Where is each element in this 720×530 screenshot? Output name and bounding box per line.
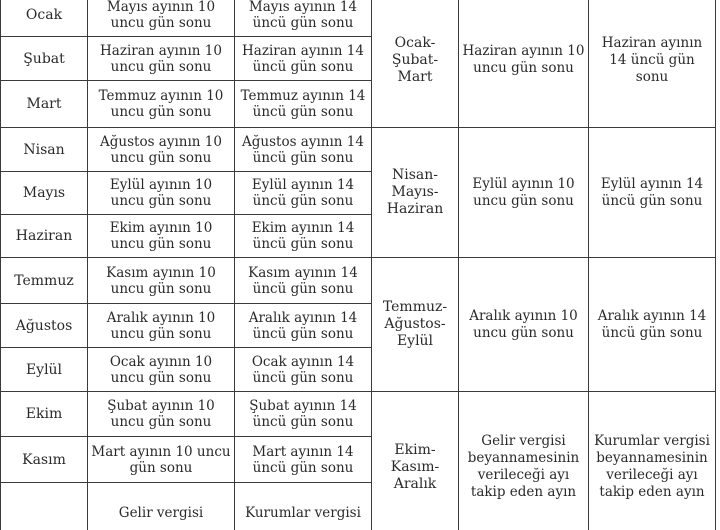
corporate-tax-deadline-cell: Şubat ayının 14 üncü gün sonu: [235, 392, 372, 437]
income-tax-deadline-cell: Gelir vergisi: [88, 483, 235, 530]
quarter-corporate-tax-deadline-cell: Eylül ayının 14 üncü gün sonu: [589, 128, 716, 258]
corporate-tax-deadline-cell: Temmuz ayının 14 üncü gün sonu: [235, 81, 372, 128]
quarter-income-tax-deadline-cell: Gelir vergisi beyannamesinin verileceği ayı takip eden ayın: [459, 392, 589, 530]
income-tax-deadline-cell: Ekim ayının 10 uncu gün sonu: [88, 215, 235, 258]
corporate-tax-deadline-cell: Ocak ayının 14 üncü gün sonu: [235, 348, 372, 392]
income-tax-deadline-cell: Temmuz ayının 10 uncu gün sonu: [88, 81, 235, 128]
month-cell: Ekim: [1, 392, 88, 437]
month-cell: Ocak: [1, 0, 88, 37]
quarter-income-tax-deadline-cell: Eylül ayının 10 uncu gün sonu: [459, 128, 589, 258]
quarter-cell: Ocak-Şubat-Mart: [372, 0, 459, 128]
month-cell: Temmuz: [1, 258, 88, 304]
corporate-tax-deadline-cell: Kasım ayının 14 üncü gün sonu: [235, 258, 372, 304]
corporate-tax-deadline-cell: Eylül ayının 14 üncü gün sonu: [235, 172, 372, 215]
income-tax-deadline-cell: Şubat ayının 10 uncu gün sonu: [88, 392, 235, 437]
corporate-tax-deadline-cell: Ekim ayının 14 üncü gün sonu: [235, 215, 372, 258]
corporate-tax-deadline-cell: Kurumlar vergisi: [235, 483, 372, 530]
month-cell: Şubat: [1, 37, 88, 81]
income-tax-deadline-cell: Kasım ayının 10 uncu gün sonu: [88, 258, 235, 304]
income-tax-deadline-cell: Eylül ayının 10 uncu gün sonu: [88, 172, 235, 215]
month-cell: Haziran: [1, 215, 88, 258]
month-cell: Nisan: [1, 128, 88, 172]
table-row: [1, 128, 716, 172]
corporate-tax-deadline-cell: Aralık ayının 14 üncü gün sonu: [235, 304, 372, 348]
income-tax-deadline-cell: Mart ayının 10 uncu gün sonu: [88, 437, 235, 483]
corporate-tax-deadline-cell: Mayıs ayının 14 üncü gün sonu: [235, 0, 372, 37]
income-tax-deadline-cell: Mayıs ayının 10 uncu gün sonu: [88, 0, 235, 37]
month-cell: Mart: [1, 81, 88, 128]
quarter-corporate-tax-deadline-cell: Kurumlar vergisi beyannamesinin verileceği ayı takip eden ayın: [589, 392, 716, 530]
table-row: [1, 0, 716, 37]
corporate-tax-deadline-cell: Ağustos ayının 14 üncü gün sonu: [235, 128, 372, 172]
quarter-cell: Ekim-Kasım-Aralık: [372, 392, 459, 530]
corporate-tax-deadline-cell: Haziran ayının 14 üncü gün sonu: [235, 37, 372, 81]
quarter-corporate-tax-deadline-cell: Aralık ayının 14 üncü gün sonu: [589, 258, 716, 392]
month-cell: Mayıs: [1, 172, 88, 215]
income-tax-deadline-cell: Haziran ayının 10 uncu gün sonu: [88, 37, 235, 81]
quarter-corporate-tax-deadline-cell: Haziran ayının 14 üncü gün sonu: [589, 0, 716, 128]
quarter-cell: Temmuz-Ağustos-Eylül: [372, 258, 459, 392]
income-tax-deadline-cell: Ocak ayının 10 uncu gün sonu: [88, 348, 235, 392]
quarter-cell: Nisan-Mayıs-Haziran: [372, 128, 459, 258]
quarter-income-tax-deadline-cell: Aralık ayının 10 uncu gün sonu: [459, 258, 589, 392]
month-cell: [1, 483, 88, 530]
month-cell: Eylül: [1, 348, 88, 392]
corporate-tax-deadline-cell: Mart ayının 14 üncü gün sonu: [235, 437, 372, 483]
income-tax-deadline-cell: Ağustos ayının 10 uncu gün sonu: [88, 128, 235, 172]
income-tax-deadline-cell: Aralık ayının 10 uncu gün sonu: [88, 304, 235, 348]
quarter-income-tax-deadline-cell: Haziran ayının 10 uncu gün sonu: [459, 0, 589, 128]
month-cell: Kasım: [1, 437, 88, 483]
table-row: [1, 392, 716, 437]
table-row: [1, 258, 716, 304]
month-cell: Ağustos: [1, 304, 88, 348]
